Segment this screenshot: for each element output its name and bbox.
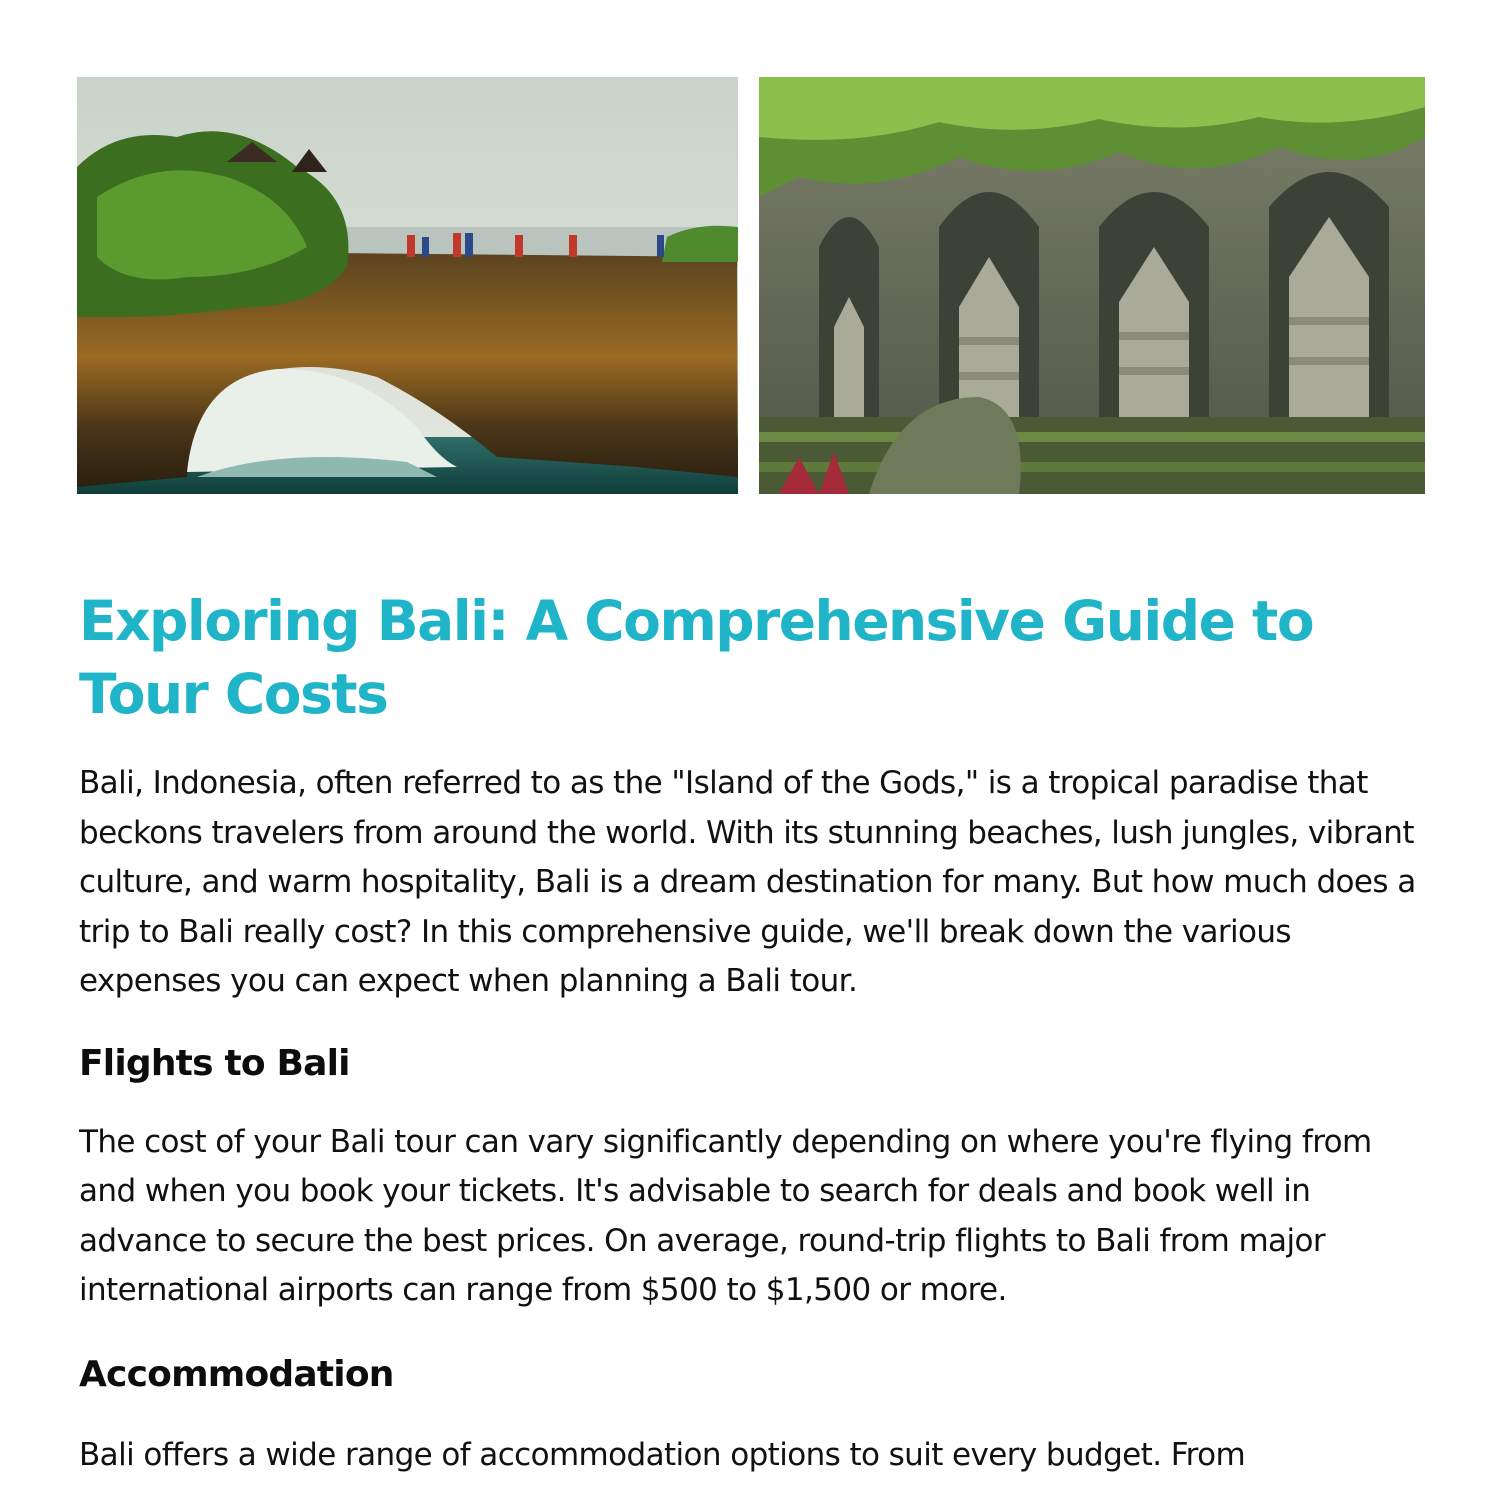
section-heading-accommodation: Accommodation xyxy=(79,1353,394,1395)
sea-arch-illustration xyxy=(77,77,738,494)
section-body-accommodation: Bali offers a wide range of accommodation options to suit every budget. From xyxy=(79,1436,1246,1473)
article xyxy=(79,585,1424,1480)
section-heading-flights: Flights to Bali xyxy=(79,1042,350,1084)
article-title: Exploring Bali: A Comprehensive Guide to Tour Costs xyxy=(79,589,1314,726)
intro-paragraph: Bali, Indonesia, often referred to as the "Island of the Gods," is a tropical paradise that beckons travelers from around the world. With its stunning beaches, lush jungles, vibrant culture, and warm hospitality, Bali is a dream destination for many. But how much does a trip to Bali really cost? In this comprehensive guide, we'll break down the various expenses you can expect when planning a Bali tour. xyxy=(79,765,1416,999)
section-body-flights: The cost of your Bali tour can vary significantly depending on where you're flying from and when you book your tickets. It's advisable to search for deals and book well in advance to secure the best prices. On average, round-trip flights to Bali from major international airports can range from $500 to $1,500 or more. xyxy=(79,1123,1372,1308)
temple-shrines-photo xyxy=(759,77,1425,494)
sea-arch-photo xyxy=(77,77,738,494)
temple-shrines-illustration xyxy=(759,77,1425,494)
